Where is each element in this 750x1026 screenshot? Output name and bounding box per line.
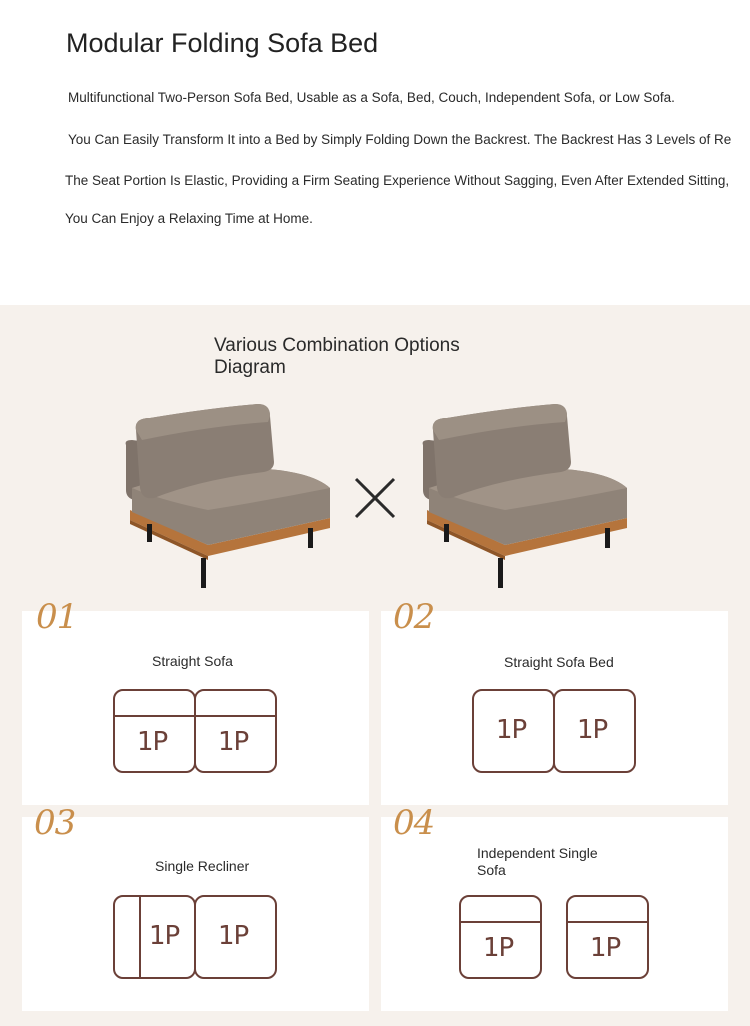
- seat-module: [459, 895, 542, 979]
- diagram-title: Various Combination Options Diagram: [214, 335, 460, 378]
- option-label: Straight Sofa: [152, 653, 233, 669]
- option-label: Single Recliner: [155, 858, 250, 874]
- seat-capacity: 1P: [218, 727, 249, 757]
- option-number: 01: [36, 597, 78, 637]
- option-card-single-recliner: [22, 803, 369, 1011]
- seat-capacity: 1P: [577, 715, 608, 745]
- page-title: Modular Folding Sofa Bed: [66, 28, 379, 58]
- option-card-straight-sofa: [22, 597, 369, 805]
- seat-module: [194, 895, 277, 979]
- description-line-1: Multifunctional Two-Person Sofa Bed, Usable as a Sofa, Bed, Couch, Independent Sofa, or Low Sofa.: [68, 90, 675, 105]
- seat-module: [553, 689, 636, 773]
- sofa-module-image-right: [417, 400, 632, 595]
- seat-module: [194, 689, 277, 773]
- combination-options-section: [0, 305, 750, 1026]
- description-line-3: The Seat Portion Is Elastic, Providing a Firm Seating Experience Without Sagging, Even After Extended Sitting,: [65, 173, 730, 188]
- seat-module: [472, 689, 555, 773]
- seat-layout-diagram: [459, 895, 651, 979]
- option-card-independent-single-sofa: [381, 803, 728, 1011]
- seat-layout-diagram: [113, 689, 277, 773]
- seat-module: [566, 895, 649, 979]
- option-label: Straight Sofa Bed: [504, 654, 614, 670]
- backrest-line: [196, 715, 275, 717]
- seat-capacity: 1P: [137, 727, 168, 757]
- option-card-straight-sofa-bed: [381, 597, 728, 805]
- seat-capacity: 1P: [590, 933, 621, 963]
- backrest-line: [461, 921, 540, 923]
- seat-capacity: 1P: [218, 921, 249, 951]
- option-number: 03: [34, 803, 76, 843]
- backrest-line: [115, 715, 194, 717]
- backrest-line: [568, 921, 647, 923]
- seat-capacity: 1P: [496, 715, 527, 745]
- seat-capacity: 1P: [149, 921, 180, 951]
- seat-layout-diagram: [472, 689, 636, 773]
- option-number: 04: [393, 803, 435, 843]
- description-line-2: You Can Easily Transform It into a Bed by Simply Folding Down the Backrest. The Backrest Has 3 Levels of Re: [68, 132, 732, 147]
- option-label: Independent Single Sofa: [477, 845, 598, 878]
- product-description-section: [0, 0, 750, 305]
- times-icon: [352, 475, 398, 521]
- description-line-4: You Can Enjoy a Relaxing Time at Home.: [65, 211, 313, 226]
- seat-module: [113, 689, 196, 773]
- seat-capacity: 1P: [483, 933, 514, 963]
- sofa-module-image-left: [120, 400, 335, 595]
- seat-module: [113, 895, 196, 979]
- seat-layout-diagram: [113, 895, 277, 979]
- option-number: 02: [393, 597, 435, 637]
- backrest-line: [139, 897, 141, 977]
